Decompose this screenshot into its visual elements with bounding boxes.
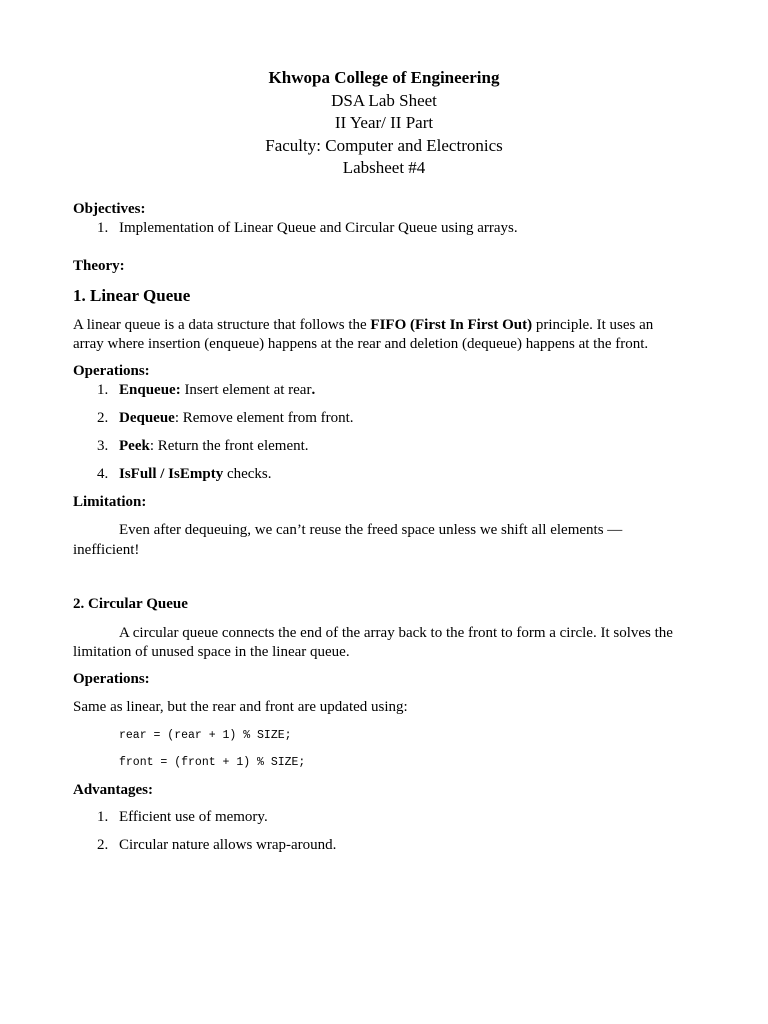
operation-name: Dequeue [119,410,175,426]
objectives-heading: Objectives: [73,201,146,217]
linear-intro-text: A linear queue is a data structure that follows the [73,317,371,333]
linear-intro-line2: array where insertion (enqueue) happens at the rear and deletion (dequeue) happens at the front. [73,336,649,352]
advantages-heading: Advantages: [73,782,154,798]
linear-queue-heading: 1. Linear Queue [73,286,191,305]
operation-desc: : Remove element from front. [174,410,354,426]
list-number: 1. [97,809,109,825]
operation-name: IsFull / IsEmpty [119,466,224,482]
theory-heading: Theory: [73,258,125,274]
circular-operations-text: Same as linear, but the rear and front are updated using: [73,699,408,715]
circular-intro-line1: A circular queue connects the end of the array back to the front to form a circle. It solves the [119,625,673,641]
operation-name: Peek [119,438,150,454]
college-name: Khwopa College of Engineering [268,68,500,87]
circular-intro-line2: limitation of unused space in the linear queue. [73,644,350,660]
list-item [73,408,354,428]
faculty: Faculty: Computer and Electronics [265,135,503,155]
operation-desc: : Return the front element. [149,438,309,454]
circular-queue-heading: 2. Circular Queue [73,596,188,612]
limitation-line2: inefficient! [73,542,140,558]
list-item [73,436,309,456]
list-item [73,380,315,400]
year-part: II Year/ II Part [334,113,434,133]
labsheet-number: Labsheet #4 [342,158,426,178]
limitation-heading: Limitation: [73,494,147,510]
list-number: 3. [97,438,109,454]
objective-item [73,218,518,238]
operation-desc: Insert element at rear [180,382,312,398]
sheet-title: DSA Lab Sheet [331,90,437,110]
objective-number: 1. [97,220,109,236]
code-line-rear: rear = (rear + 1) % SIZE; [119,729,292,742]
operation-desc: checks. [223,466,272,482]
list-item [73,807,268,827]
operation-tail: . [311,382,316,398]
code-line-front: front = (front + 1) % SIZE; [119,756,306,769]
linear-intro-text-end: principle. It uses an [532,317,654,333]
limitation-line1: Even after dequeuing, we can’t reuse the freed space unless we shift all elements — [119,522,623,538]
advantage-text: Circular nature allows wrap-around. [119,837,337,853]
linear-operations-heading: Operations: [73,363,150,379]
list-number: 2. [97,410,109,426]
list-item [73,835,336,855]
document-header [0,67,768,180]
list-item [73,464,272,484]
list-number: 1. [97,382,109,398]
objective-text: Implementation of Linear Queue and Circular Queue using arrays. [119,220,518,236]
linear-intro-line1 [73,315,653,335]
list-number: 4. [97,466,109,482]
circular-operations-heading: Operations: [73,671,150,687]
fifo-term: FIFO (First In First Out) [370,317,533,333]
list-number: 2. [97,837,109,853]
advantage-text: Efficient use of memory. [119,809,268,825]
operation-name: Enqueue: [119,382,181,398]
